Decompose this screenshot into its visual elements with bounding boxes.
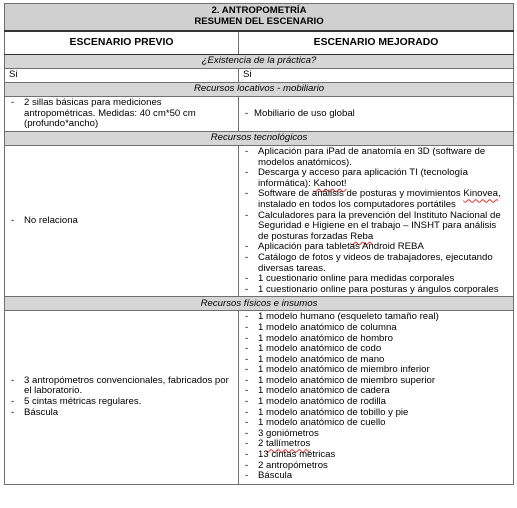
list-item: - 1 modelo anatómico de miembro inferior bbox=[243, 365, 509, 376]
section-header-tecnologicos bbox=[5, 132, 514, 146]
list-item: - Báscula bbox=[9, 408, 234, 419]
fisicos-mejorado-list bbox=[243, 312, 509, 482]
list-item: - 1 modelo anatómico de mano bbox=[243, 355, 509, 366]
list-item: - 3 antropómetros convencionales, fabricados por el laboratorio. bbox=[9, 376, 234, 397]
list-item: - 2 sillas básicas para mediciones antropométricas. Medidas: 40 cm*50 cm (profundo*ancho) bbox=[9, 98, 234, 130]
locativos-mejorado-list bbox=[243, 109, 509, 120]
kahoot-term: Kahoot! bbox=[313, 177, 347, 189]
table-row-fisicos bbox=[5, 311, 514, 485]
list-item: - 1 modelo anatómico de cadera bbox=[243, 386, 509, 397]
section-header-fisicos bbox=[5, 297, 514, 311]
list-item bbox=[243, 168, 509, 189]
list-item: - 1 modelo anatómico de cuello bbox=[243, 418, 509, 429]
list-item-text: Descarga y acceso para aplicación TI (tecnología informática): bbox=[258, 167, 468, 189]
section-label-tecnologicos: Recursos tecnológicos bbox=[5, 132, 514, 146]
section-label-fisicos: Recursos físicos e insumos bbox=[5, 297, 514, 311]
locativos-mejorado-cell bbox=[239, 97, 514, 132]
list-item: - Mobiliario de uso global bbox=[243, 109, 509, 120]
list-item-text: Calculadores para la prevención del Instituto Nacional de Seguridad e Higiene en el trabajo – INSHT para análisis de posturas forzadas bbox=[258, 209, 501, 242]
list-item: - 1 modelo anatómico de rodilla bbox=[243, 397, 509, 408]
table-row-locativos bbox=[5, 97, 514, 132]
fisicos-previo-cell bbox=[5, 311, 239, 485]
list-item: - 1 modelo anatómico de codo bbox=[243, 344, 509, 355]
table-title-line1: 2. ANTROPOMETRÍA bbox=[211, 5, 307, 17]
list-item-text: , instalado en todos los computadores portátiles bbox=[258, 188, 501, 210]
table-title-line2: RESUMEN DEL ESCENARIO bbox=[194, 16, 324, 27]
list-item-text: Software de análisis de posturas y movimientos bbox=[258, 188, 461, 200]
locativos-previo-list bbox=[9, 98, 234, 130]
list-item: - 5 cintas métricas regulares. bbox=[9, 397, 234, 408]
list-item-text: 2 bbox=[258, 438, 264, 450]
list-item: - Báscula bbox=[243, 471, 509, 482]
list-item: - Catálogo de fotos y videos de trabajadores, ejecutando diversas tareas. bbox=[243, 253, 509, 274]
list-item: - 1 modelo anatómico de tobillo y pie bbox=[243, 408, 509, 419]
reba-term: Reba bbox=[350, 230, 374, 242]
section-label-existencia: ¿Existencia de la práctica? bbox=[5, 55, 514, 69]
kinovea-term: Kinovea bbox=[463, 188, 498, 200]
list-item: - 1 modelo anatómico de miembro superior bbox=[243, 376, 509, 387]
list-item: - Aplicación para iPad de anatomía en 3D (software de modelos anatómicos). bbox=[243, 147, 509, 168]
title-row bbox=[5, 4, 514, 32]
fisicos-previo-list bbox=[9, 376, 234, 418]
existencia-previo-cell: Si bbox=[5, 69, 239, 83]
tecnologicos-previo-cell bbox=[5, 146, 239, 297]
list-item: - 13 cintas métricas bbox=[243, 450, 509, 461]
existencia-mejorado-cell: Si bbox=[239, 69, 514, 83]
tallimetros-term: tallímetros bbox=[266, 438, 311, 450]
list-item: - No relaciona bbox=[9, 216, 234, 227]
section-header-existencia bbox=[5, 55, 514, 69]
column-header-row bbox=[5, 31, 514, 55]
scenario-summary-table-frame bbox=[4, 3, 513, 485]
scenario-summary-table bbox=[4, 3, 514, 485]
list-item: - Aplicación para tabletas Android REBA bbox=[243, 242, 509, 253]
fisicos-mejorado-cell bbox=[239, 311, 514, 485]
section-header-locativos bbox=[5, 83, 514, 97]
table-title bbox=[5, 4, 514, 32]
list-item bbox=[243, 189, 509, 210]
section-label-locativos: Recursos locativos - mobiliario bbox=[5, 83, 514, 97]
table-row-tecnologicos bbox=[5, 146, 514, 297]
column-header-mejorado: ESCENARIO MEJORADO bbox=[239, 31, 514, 55]
list-item: - 1 modelo anatómico de hombro bbox=[243, 334, 509, 345]
list-item: - 1 modelo humano (esqueleto tamaño real) bbox=[243, 312, 509, 323]
tecnologicos-mejorado-cell bbox=[239, 146, 514, 297]
list-item bbox=[243, 211, 509, 243]
list-item: - 1 modelo anatómico de columna bbox=[243, 323, 509, 334]
list-item: - 1 cuestionario online para medidas corporales bbox=[243, 274, 509, 285]
tecnologicos-previo-list bbox=[9, 216, 234, 227]
tecnologicos-mejorado-list bbox=[243, 147, 509, 295]
locativos-previo-cell bbox=[5, 97, 239, 132]
list-item: - 2 antropómetros bbox=[243, 461, 509, 472]
list-item: - 1 cuestionario online para posturas y ángulos corporales bbox=[243, 285, 509, 296]
column-header-previo: ESCENARIO PREVIO bbox=[5, 31, 239, 55]
list-item: - 3 goniómetros bbox=[243, 429, 509, 440]
table-row-existencia bbox=[5, 69, 514, 83]
